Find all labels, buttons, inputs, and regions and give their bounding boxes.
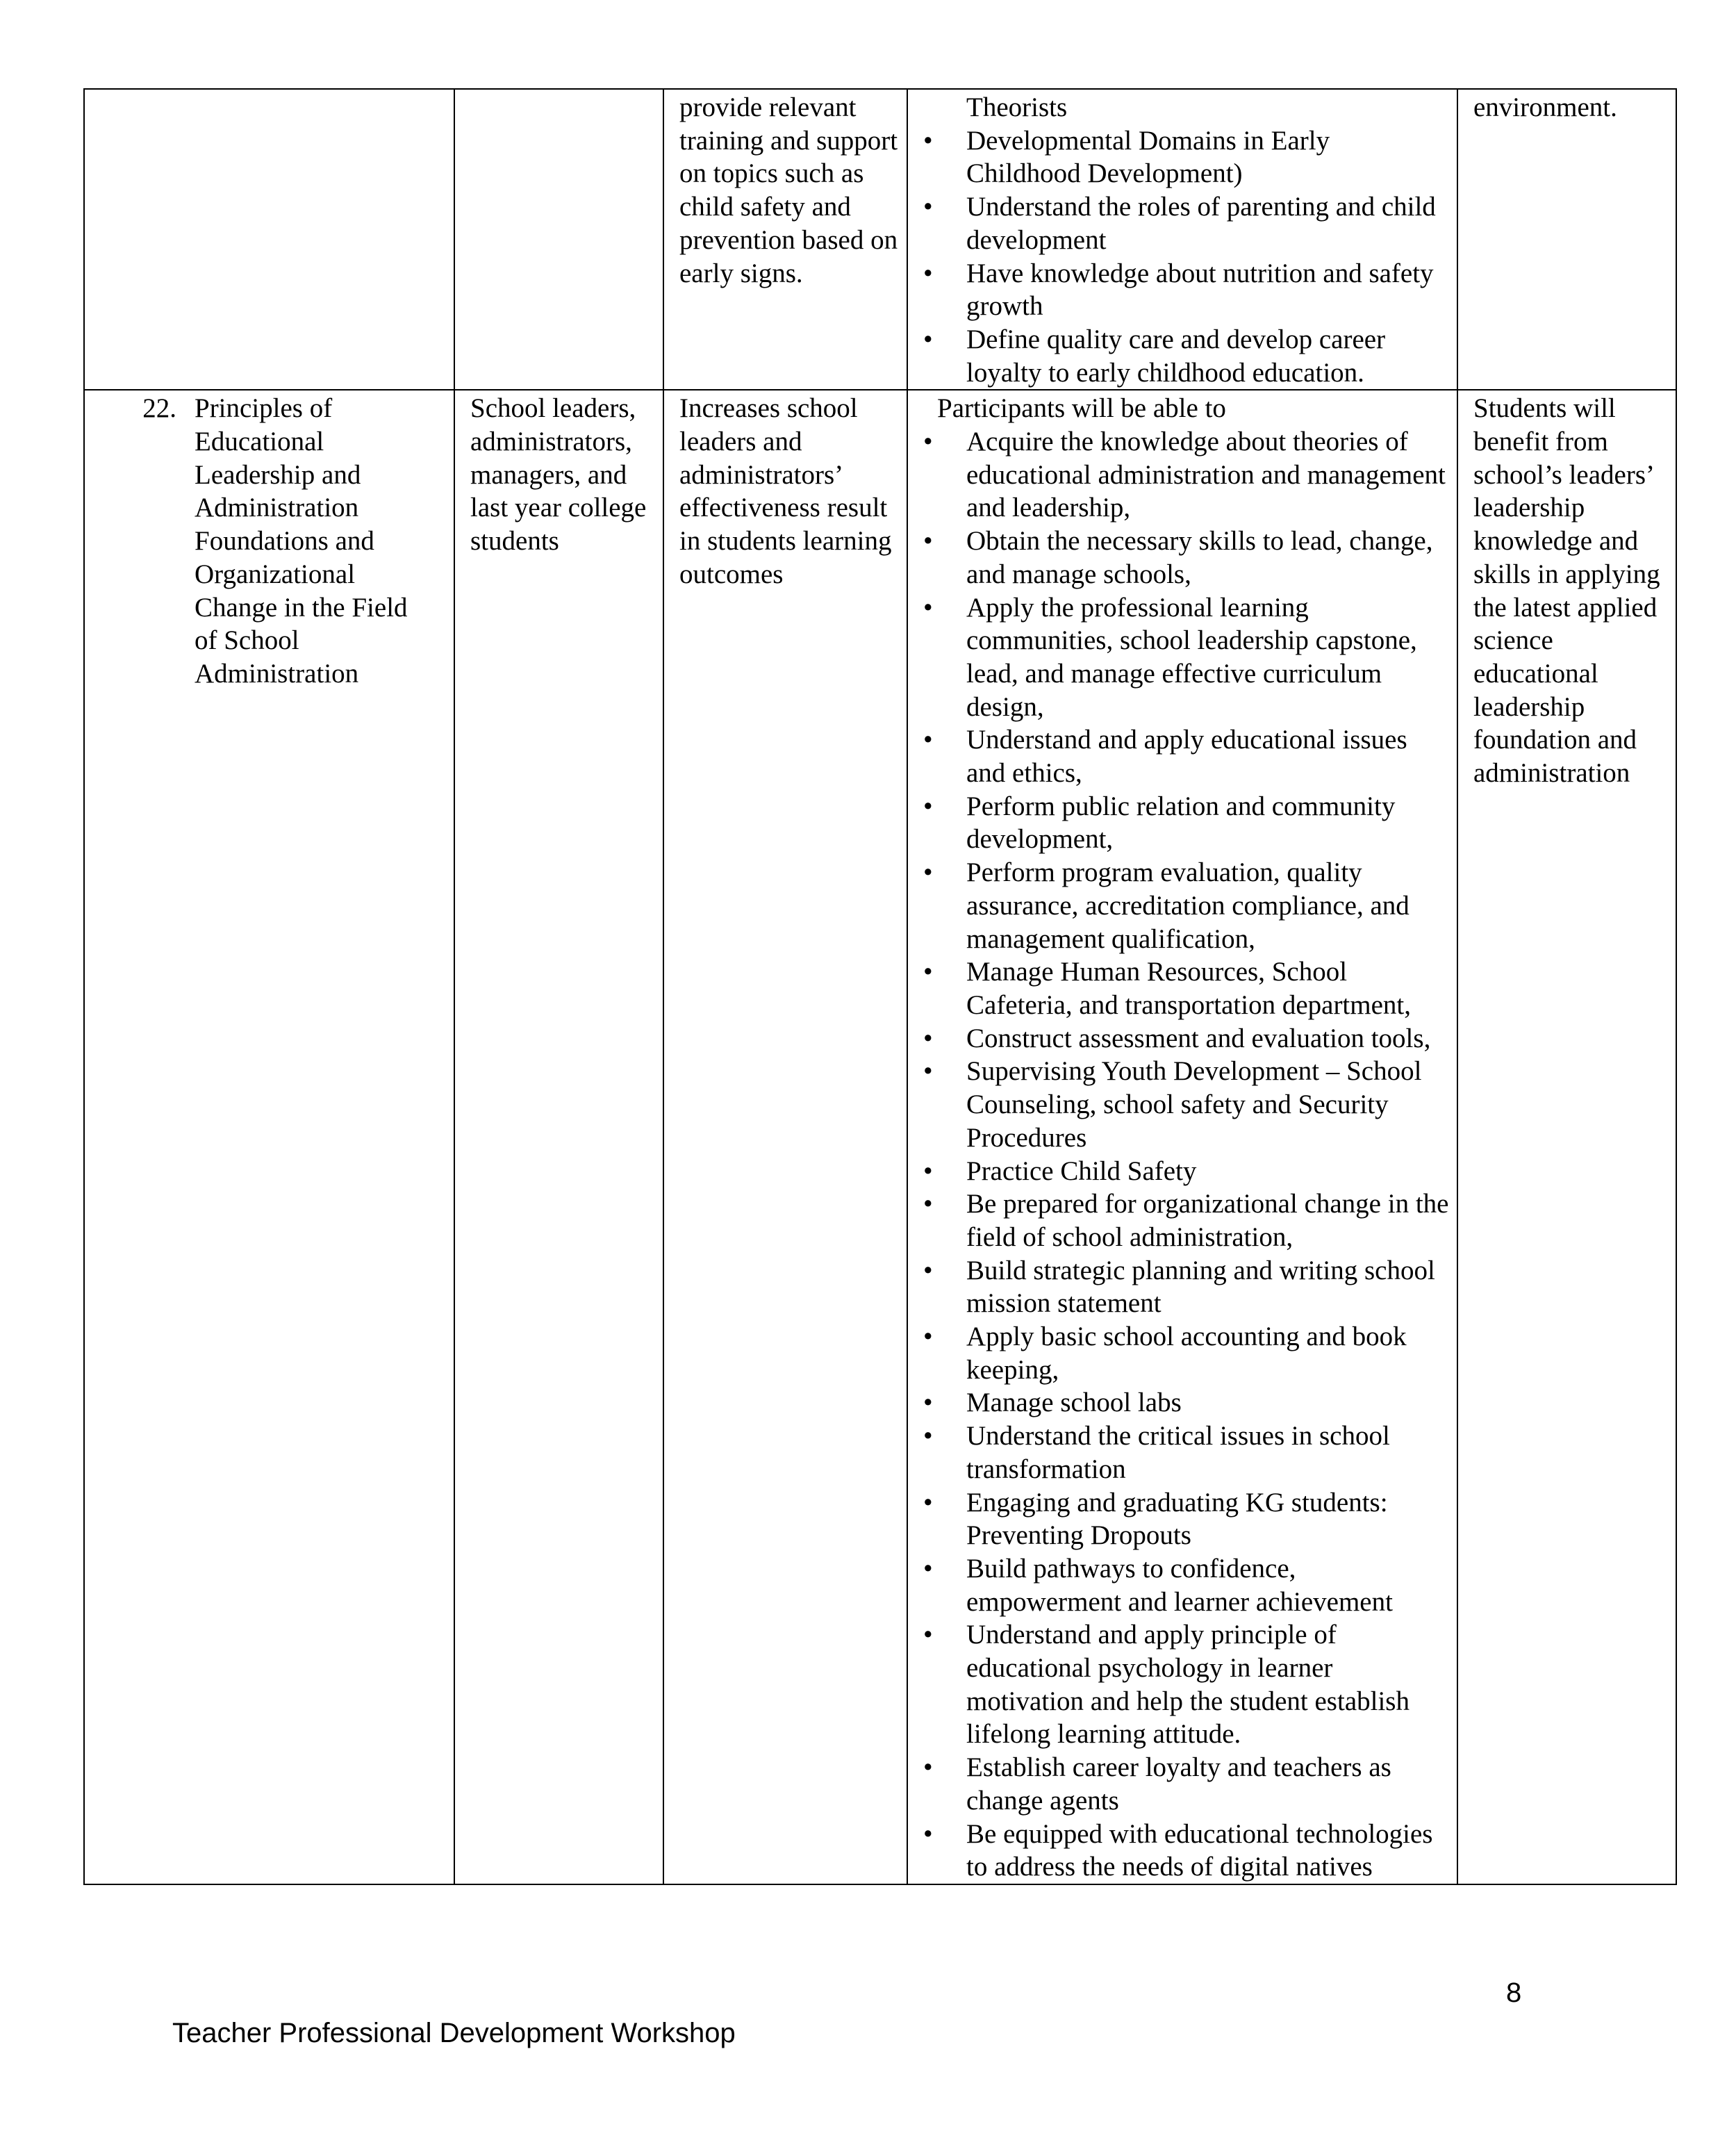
list-item: • Define quality care and develop career loyalty to early childhood education. bbox=[923, 324, 1386, 388]
cell-benefit: Students will benefit from school’s leaders’ leadership knowledge and skills in applying the latest applied science educational leadership foundation and administration bbox=[1457, 390, 1676, 1884]
list-item: • Perform public relation and community development, bbox=[923, 791, 1396, 855]
page-footer: Teacher Professional Development Workshop bbox=[172, 2018, 736, 2048]
list-item: • Acquire the knowledge about theories of educational administration and management and leadership, bbox=[923, 427, 1446, 523]
list-item: • Engaging and graduating KG students: Preventing Dropouts bbox=[923, 1487, 1388, 1551]
bullet-icon: • bbox=[923, 725, 933, 755]
cell-objective: Increases school leaders and administrators’ effectiveness result in students learning outcomes bbox=[663, 390, 907, 1884]
topic-title: Principles of Educational Leadership and Administration Foundations and Organizational Change in the Field of School Administration bbox=[195, 393, 408, 689]
list-item: • Understand the roles of parenting and child development bbox=[923, 192, 1436, 255]
item-number: 22. bbox=[142, 393, 176, 424]
page-number: 8 bbox=[1506, 1977, 1522, 2008]
list-item: • Apply the professional learning communities, school leadership capstone, lead, and manage effective curriculum design, bbox=[923, 592, 1417, 722]
bullet-icon: • bbox=[923, 791, 933, 821]
cell-audience: School leaders, administrators, managers, and last year college students bbox=[454, 390, 663, 1884]
cell-topic bbox=[84, 390, 454, 1884]
list-item: • Establish career loyalty and teachers as change agents bbox=[923, 1752, 1391, 1816]
cell-outcomes-continued bbox=[907, 89, 1457, 390]
bullet-icon: • bbox=[923, 1388, 933, 1418]
bullet-icon: • bbox=[923, 427, 933, 457]
outcomes-lead: Participants will be able to bbox=[937, 393, 1226, 424]
bullet-icon: • bbox=[923, 1620, 933, 1650]
outcomes-list-previous bbox=[923, 91, 1450, 389]
bullet-icon: • bbox=[923, 324, 933, 354]
bullet-icon: • bbox=[923, 258, 933, 288]
bullet-icon: • bbox=[923, 592, 933, 623]
bullet-icon: • bbox=[923, 125, 933, 156]
bullet-icon: • bbox=[923, 1023, 933, 1053]
list-item: • Build strategic planning and writing school mission statement bbox=[923, 1255, 1435, 1319]
outcomes-list bbox=[923, 425, 1450, 1884]
list-item: • Understand and apply educational issues and ethics, bbox=[923, 725, 1407, 789]
table-row-22 bbox=[84, 390, 1676, 1884]
bullet-icon: • bbox=[923, 1056, 933, 1087]
list-item: • Build pathways to confidence, empowerment and learner achievement bbox=[923, 1553, 1393, 1617]
cell-benefit-continued: environment. bbox=[1457, 89, 1676, 390]
bullet-icon: • bbox=[923, 1487, 933, 1518]
list-item: • Practice Child Safety bbox=[923, 1155, 1450, 1188]
bullet-icon: • bbox=[923, 1818, 933, 1849]
list-item: • Supervising Youth Development – School Counseling, school safety and Security Procedures bbox=[923, 1056, 1422, 1153]
list-item: • Obtain the necessary skills to lead, change, and manage schools, bbox=[923, 526, 1433, 589]
list-item: • Be prepared for organizational change in the field of school administration, bbox=[923, 1189, 1449, 1252]
bullet-icon: • bbox=[923, 1156, 933, 1186]
list-item: • Have knowledge about nutrition and safety growth bbox=[923, 258, 1434, 322]
cell-outcomes bbox=[907, 390, 1457, 1884]
bullet-icon: • bbox=[923, 1189, 933, 1219]
bullet-icon: • bbox=[923, 526, 933, 557]
list-item: • Developmental Domains in Early Childhood Development) bbox=[923, 125, 1330, 189]
list-item: • Understand the critical issues in school transformation bbox=[923, 1421, 1390, 1484]
bullet-icon: • bbox=[923, 1421, 933, 1452]
cell-audience-continued bbox=[454, 89, 663, 390]
list-item: • Understand and apply principle of educational psychology in learner motivation and help the student establish lifelong learning attitude. bbox=[923, 1620, 1410, 1750]
bullet-icon: • bbox=[923, 1322, 933, 1352]
curriculum-table bbox=[83, 88, 1677, 1885]
bullet-icon: • bbox=[923, 857, 933, 888]
list-item: Theorists bbox=[966, 92, 1068, 122]
list-item: • Construct assessment and evaluation tools, bbox=[923, 1022, 1450, 1055]
cell-objective-continued: provide relevant training and support on topics such as child safety and prevention based on early signs. bbox=[663, 89, 907, 390]
bullet-icon: • bbox=[923, 1553, 933, 1584]
list-item: • Manage school labs bbox=[923, 1386, 1450, 1420]
list-item: • Be equipped with educational technologies to address the needs of digital natives bbox=[923, 1818, 1433, 1882]
list-item: • Manage Human Resources, School Cafeteria, and transportation department, bbox=[923, 957, 1411, 1020]
bullet-icon: • bbox=[923, 957, 933, 987]
bullet-icon: • bbox=[923, 1255, 933, 1285]
table-row-previous bbox=[84, 89, 1676, 390]
list-item: • Perform program evaluation, quality assurance, accreditation compliance, and management qualification, bbox=[923, 857, 1410, 954]
cell-topic-continued bbox=[84, 89, 454, 390]
bullet-icon: • bbox=[923, 1752, 933, 1783]
list-item: • Apply basic school accounting and book keeping, bbox=[923, 1322, 1407, 1385]
bullet-icon: • bbox=[923, 192, 933, 222]
